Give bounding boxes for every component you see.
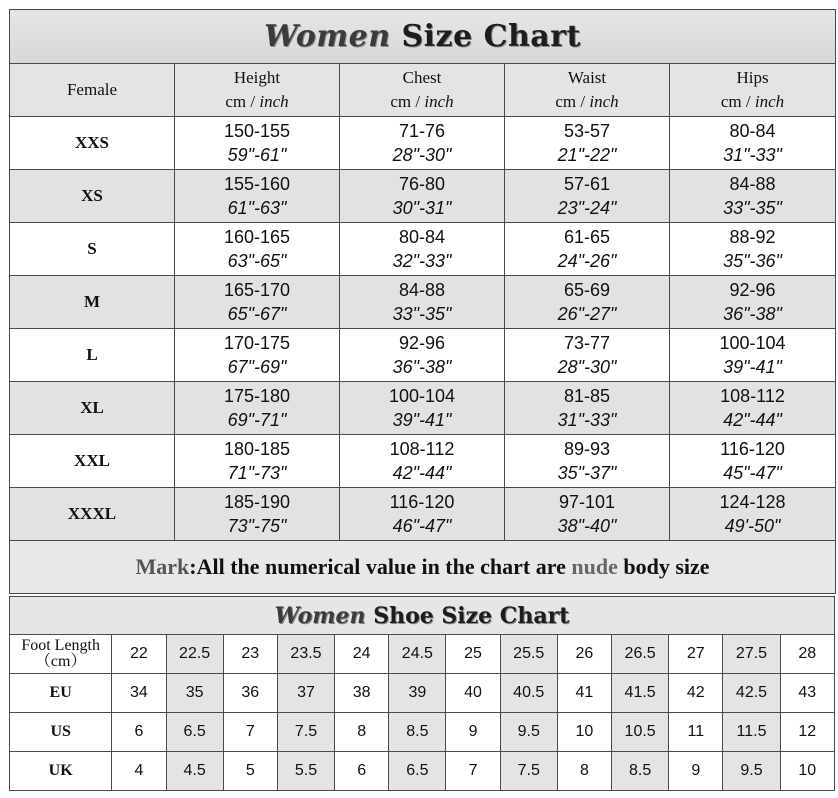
hips-cm-value: 80-84 bbox=[729, 121, 776, 141]
size-chart-title-main: Size Chart bbox=[401, 19, 581, 54]
height-cell bbox=[175, 435, 340, 488]
chest-inch-value: 30"-31" bbox=[392, 198, 452, 218]
shoe-size-cell: 37 bbox=[277, 674, 334, 713]
shoe-size-cell: 7.5 bbox=[277, 713, 334, 752]
hips-cm-value: 100-104 bbox=[719, 333, 786, 353]
size-chart-title-cell bbox=[10, 10, 836, 64]
table-row bbox=[10, 170, 836, 223]
shoe-row-label: EU bbox=[10, 674, 112, 713]
chest-cm-value: 80-84 bbox=[398, 227, 446, 247]
shoe-size-cell: 26.5 bbox=[612, 635, 669, 674]
height-cm-value: 175-180 bbox=[223, 386, 291, 406]
shoe-size-cell: 5.5 bbox=[277, 752, 334, 791]
waist-cell bbox=[505, 276, 670, 329]
shoe-size-cell: 9.5 bbox=[500, 713, 557, 752]
header-height-unit-cm: cm / bbox=[225, 92, 256, 111]
shoe-size-cell: 22 bbox=[112, 635, 166, 674]
chest-cell bbox=[340, 435, 505, 488]
hips-cell bbox=[670, 170, 836, 223]
waist-cell bbox=[505, 329, 670, 382]
header-hips bbox=[670, 64, 836, 117]
size-label: XXS bbox=[10, 117, 175, 170]
hips-cm-value: 84-88 bbox=[729, 174, 776, 194]
size-label: S bbox=[10, 223, 175, 276]
height-inch-value: 71"-73" bbox=[227, 463, 287, 483]
shoe-size-cell: 40.5 bbox=[500, 674, 557, 713]
size-chart-note bbox=[10, 541, 836, 594]
waist-cell bbox=[505, 382, 670, 435]
hips-cm-value: 124-128 bbox=[719, 492, 786, 512]
size-label: XXXL bbox=[10, 488, 175, 541]
shoe-size-cell: 12 bbox=[780, 713, 834, 752]
hips-inch-value: 33"-35" bbox=[723, 198, 782, 218]
waist-inch-value: 24"-26" bbox=[557, 251, 617, 271]
chest-cm-value: 100-104 bbox=[388, 386, 456, 406]
shoe-size-cell: 38 bbox=[335, 674, 389, 713]
hips-cell bbox=[670, 223, 836, 276]
waist-cm-value: 89-93 bbox=[563, 439, 611, 459]
header-female bbox=[10, 64, 175, 117]
hips-inch-value: 42"-44" bbox=[723, 410, 782, 430]
shoe-size-cell: 4 bbox=[112, 752, 166, 791]
height-inch-value: 65"-67" bbox=[227, 304, 287, 324]
shoe-size-cell: 9.5 bbox=[723, 752, 780, 791]
height-cell bbox=[175, 117, 340, 170]
size-label: XXL bbox=[10, 435, 175, 488]
shoe-chart-body bbox=[10, 635, 835, 791]
shoe-size-cell: 7.5 bbox=[500, 752, 557, 791]
chest-inch-value: 33"-35" bbox=[392, 304, 452, 324]
shoe-size-cell: 8 bbox=[335, 713, 389, 752]
height-cell bbox=[175, 488, 340, 541]
height-inch-value: 73"-75" bbox=[227, 516, 287, 536]
hips-cm-value: 108-112 bbox=[720, 386, 785, 406]
waist-cell bbox=[505, 488, 670, 541]
shoe-chart-title-cell bbox=[10, 597, 835, 635]
note-mark: Mark bbox=[135, 554, 190, 579]
height-inch-value: 69"-71" bbox=[227, 410, 287, 430]
waist-cell bbox=[505, 170, 670, 223]
shoe-size-cell: 11 bbox=[669, 713, 723, 752]
height-cell bbox=[175, 382, 340, 435]
shoe-size-cell: 6.5 bbox=[166, 713, 223, 752]
shoe-size-cell: 7 bbox=[223, 713, 277, 752]
table-row bbox=[10, 382, 836, 435]
shoe-size-cell: 22.5 bbox=[166, 635, 223, 674]
header-height-unit bbox=[175, 90, 339, 114]
chest-cell bbox=[340, 117, 505, 170]
table-row bbox=[10, 488, 836, 541]
header-chest-unit-cm: cm / bbox=[390, 92, 421, 111]
size-label: XL bbox=[10, 382, 175, 435]
shoe-size-cell: 7 bbox=[446, 752, 500, 791]
hips-inch-value: 49'-50" bbox=[724, 516, 781, 536]
size-chart-title bbox=[264, 19, 581, 54]
chest-cm-value: 92-96 bbox=[398, 333, 446, 353]
header-height bbox=[175, 64, 340, 117]
height-inch-value: 61"-63" bbox=[227, 198, 287, 218]
women-shoe-size-chart bbox=[9, 596, 835, 791]
height-inch-value: 63"-65" bbox=[227, 251, 287, 271]
table-row bbox=[10, 674, 835, 713]
shoe-size-cell: 25 bbox=[446, 635, 500, 674]
waist-cm-value: 65-69 bbox=[563, 280, 611, 300]
hips-inch-value: 31"-33" bbox=[723, 145, 782, 165]
waist-cm-value: 53-57 bbox=[563, 121, 611, 141]
shoe-size-cell: 9 bbox=[446, 713, 500, 752]
shoe-chart-title bbox=[275, 603, 570, 629]
chest-inch-value: 42"-44" bbox=[392, 463, 452, 483]
shoe-size-cell: 28 bbox=[780, 635, 834, 674]
waist-cm-value: 57-61 bbox=[563, 174, 611, 194]
waist-inch-value: 21"-22" bbox=[557, 145, 617, 165]
size-label: XS bbox=[10, 170, 175, 223]
shoe-size-cell: 36 bbox=[223, 674, 277, 713]
table-row bbox=[10, 276, 836, 329]
shoe-size-cell: 43 bbox=[780, 674, 834, 713]
shoe-size-cell: 27 bbox=[669, 635, 723, 674]
size-chart-title-women: Women bbox=[264, 19, 391, 54]
chest-inch-value: 39"-41" bbox=[392, 410, 452, 430]
shoe-size-cell: 40 bbox=[446, 674, 500, 713]
shoe-size-cell: 8 bbox=[557, 752, 611, 791]
waist-inch-value: 26"-27" bbox=[557, 304, 617, 324]
chest-cm-value: 116-120 bbox=[389, 492, 455, 512]
height-cm-value: 155-160 bbox=[223, 174, 291, 194]
height-cm-value: 185-190 bbox=[223, 492, 291, 512]
chest-cell bbox=[340, 488, 505, 541]
shoe-size-cell: 25.5 bbox=[500, 635, 557, 674]
shoe-size-cell: 34 bbox=[112, 674, 166, 713]
hips-inch-value: 45"-47" bbox=[723, 463, 782, 483]
height-cell bbox=[175, 223, 340, 276]
waist-inch-value: 38"-40" bbox=[557, 516, 617, 536]
chest-cm-value: 108-112 bbox=[389, 439, 455, 459]
hips-cm-value: 88-92 bbox=[729, 227, 776, 247]
header-chest bbox=[340, 64, 505, 117]
waist-cm-value: 61-65 bbox=[563, 227, 611, 247]
hips-cm-value: 92-96 bbox=[729, 280, 776, 300]
shoe-size-cell: 10 bbox=[557, 713, 611, 752]
height-cell bbox=[175, 276, 340, 329]
header-chest-unit-inch: inch bbox=[424, 92, 454, 111]
shoe-size-cell: 27.5 bbox=[723, 635, 780, 674]
shoe-size-cell: 10 bbox=[780, 752, 834, 791]
size-label: M bbox=[10, 276, 175, 329]
height-cm-value: 150-155 bbox=[223, 121, 291, 141]
header-waist-label: Waist bbox=[567, 68, 607, 87]
size-chart-body bbox=[10, 117, 836, 541]
waist-inch-value: 23"-24" bbox=[557, 198, 617, 218]
shoe-size-cell: 41 bbox=[557, 674, 611, 713]
note-text-1: :All the numerical value in the chart are bbox=[189, 554, 572, 579]
shoe-size-cell: 5 bbox=[223, 752, 277, 791]
table-row bbox=[10, 329, 836, 382]
table-row bbox=[10, 117, 836, 170]
height-cm-value: 180-185 bbox=[223, 439, 291, 459]
height-cm-value: 160-165 bbox=[223, 227, 291, 247]
note-nude: nude bbox=[571, 554, 618, 579]
chest-cell bbox=[340, 329, 505, 382]
shoe-size-cell: 6.5 bbox=[389, 752, 446, 791]
shoe-size-cell: 6 bbox=[335, 752, 389, 791]
header-hips-unit bbox=[670, 90, 835, 114]
table-row bbox=[10, 435, 836, 488]
header-female-label: Female bbox=[66, 80, 118, 99]
waist-inch-value: 28"-30" bbox=[557, 357, 617, 377]
hips-cell bbox=[670, 329, 836, 382]
hips-cell bbox=[670, 276, 836, 329]
header-chest-unit bbox=[340, 90, 504, 114]
table-row bbox=[10, 635, 835, 674]
chest-inch-value: 32"-33" bbox=[392, 251, 452, 271]
shoe-size-cell: 8.5 bbox=[389, 713, 446, 752]
table-row bbox=[10, 223, 836, 276]
header-chest-label: Chest bbox=[402, 68, 442, 87]
table-row bbox=[10, 752, 835, 791]
shoe-size-cell: 24 bbox=[335, 635, 389, 674]
header-hips-label: Hips bbox=[736, 68, 769, 87]
chest-inch-value: 46"-47" bbox=[392, 516, 452, 536]
hips-cell bbox=[670, 435, 836, 488]
chest-cm-value: 84-88 bbox=[398, 280, 446, 300]
shoe-size-cell: 35 bbox=[166, 674, 223, 713]
shoe-size-cell: 23 bbox=[223, 635, 277, 674]
shoe-size-cell: 24.5 bbox=[389, 635, 446, 674]
hips-cm-value: 116-120 bbox=[720, 439, 785, 459]
header-hips-unit-cm: cm / bbox=[720, 92, 751, 111]
waist-cm-value: 73-77 bbox=[563, 333, 611, 353]
chest-cm-value: 71-76 bbox=[398, 121, 446, 141]
chest-cm-value: 76-80 bbox=[398, 174, 446, 194]
header-waist-unit-cm: cm / bbox=[555, 92, 586, 111]
header-hips-unit-inch: inch bbox=[754, 92, 785, 111]
shoe-size-cell: 9 bbox=[669, 752, 723, 791]
hips-inch-value: 39"-41" bbox=[723, 357, 782, 377]
shoe-size-cell: 8.5 bbox=[612, 752, 669, 791]
height-inch-value: 67"-69" bbox=[227, 357, 287, 377]
header-waist-unit-inch: inch bbox=[589, 92, 619, 111]
chest-cell bbox=[340, 223, 505, 276]
shoe-size-cell: 23.5 bbox=[277, 635, 334, 674]
waist-cm-value: 97-101 bbox=[558, 492, 616, 512]
waist-cell bbox=[505, 117, 670, 170]
shoe-chart-title-main: Shoe Size Chart bbox=[373, 602, 570, 629]
shoe-size-cell: 41.5 bbox=[612, 674, 669, 713]
hips-inch-value: 36"-38" bbox=[723, 304, 782, 324]
shoe-size-cell: 26 bbox=[557, 635, 611, 674]
hips-inch-value: 35"-36" bbox=[723, 251, 782, 271]
shoe-row-label: Foot Length （cm） bbox=[10, 635, 112, 674]
header-height-unit-inch: inch bbox=[259, 92, 289, 111]
hips-cell bbox=[670, 382, 836, 435]
shoe-row-label: UK bbox=[10, 752, 112, 791]
height-cell bbox=[175, 170, 340, 223]
shoe-chart-title-women: Women bbox=[274, 602, 366, 629]
table-row bbox=[10, 713, 835, 752]
shoe-size-cell: 6 bbox=[112, 713, 166, 752]
shoe-row-label: US bbox=[10, 713, 112, 752]
shoe-size-cell: 39 bbox=[389, 674, 446, 713]
shoe-size-cell: 42 bbox=[669, 674, 723, 713]
shoe-size-cell: 10.5 bbox=[612, 713, 669, 752]
hips-cell bbox=[670, 488, 836, 541]
chest-inch-value: 36"-38" bbox=[392, 357, 452, 377]
hips-cell bbox=[670, 117, 836, 170]
size-label: L bbox=[10, 329, 175, 382]
waist-inch-value: 35"-37" bbox=[557, 463, 617, 483]
height-cm-value: 165-170 bbox=[223, 280, 291, 300]
header-waist-unit bbox=[505, 90, 669, 114]
shoe-size-cell: 4.5 bbox=[166, 752, 223, 791]
size-chart-header-row bbox=[10, 64, 836, 117]
height-inch-value: 59"-61" bbox=[227, 145, 287, 165]
waist-cm-value: 81-85 bbox=[563, 386, 611, 406]
waist-inch-value: 31"-33" bbox=[557, 410, 617, 430]
shoe-size-cell: 11.5 bbox=[723, 713, 780, 752]
header-height-label: Height bbox=[233, 68, 281, 87]
header-waist bbox=[505, 64, 670, 117]
women-size-chart bbox=[9, 9, 836, 594]
chest-cell bbox=[340, 276, 505, 329]
waist-cell bbox=[505, 223, 670, 276]
chest-inch-value: 28"-30" bbox=[392, 145, 452, 165]
height-cell bbox=[175, 329, 340, 382]
note-text-2: body size bbox=[617, 554, 710, 579]
shoe-size-cell: 42.5 bbox=[723, 674, 780, 713]
height-cm-value: 170-175 bbox=[223, 333, 291, 353]
waist-cell bbox=[505, 435, 670, 488]
chest-cell bbox=[340, 382, 505, 435]
chest-cell bbox=[340, 170, 505, 223]
